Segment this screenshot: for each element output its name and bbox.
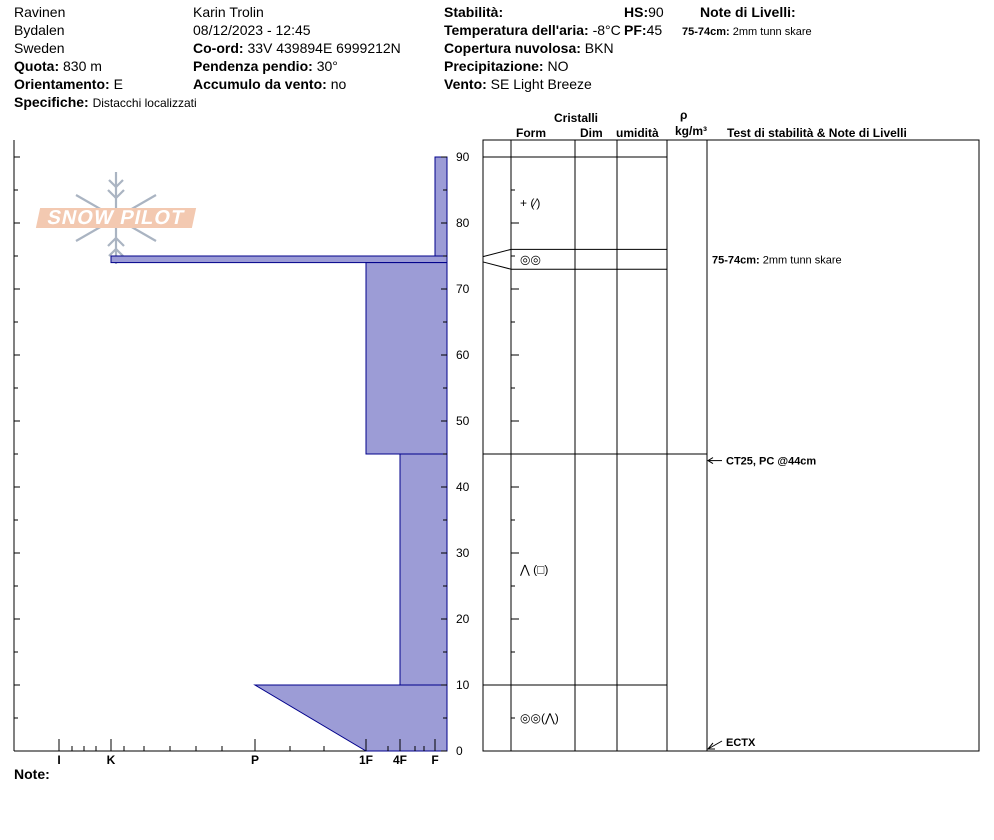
aspect-label: Orientamento: bbox=[14, 76, 110, 92]
layer-form-0: + (⁄) bbox=[520, 196, 541, 211]
air-temp-label: Temperatura dell'aria: bbox=[444, 22, 589, 38]
hardness-label-4F: 4F bbox=[392, 753, 408, 767]
air-temp-value: -8°C bbox=[592, 22, 621, 38]
depth-label-60: 60 bbox=[456, 348, 470, 362]
aspect-value: E bbox=[113, 76, 123, 92]
hardness-label-1F: 1F bbox=[358, 753, 374, 767]
layer-form-3: ⋀ (□) bbox=[520, 562, 549, 577]
wind-load-label: Accumulo da vento: bbox=[193, 76, 327, 92]
thin-layer-connector-top bbox=[483, 249, 511, 256]
depth-label-0: 0 bbox=[456, 744, 463, 758]
size-heading: Dim bbox=[580, 126, 603, 140]
depth-label-20: 20 bbox=[456, 612, 470, 626]
density-heading: kg/m³ bbox=[675, 124, 708, 138]
layer-note-description: 2mm tunn skare bbox=[762, 254, 842, 267]
observer: Karin Trolin bbox=[193, 4, 264, 20]
tests-notes-heading: Test di stabilità & Note di Livelli bbox=[727, 126, 907, 140]
cloud-value: BKN bbox=[584, 40, 614, 56]
wind-value: SE Light Breeze bbox=[490, 76, 592, 92]
hardness-bar-1 bbox=[111, 256, 447, 263]
stability-label: Stabilità: bbox=[444, 4, 504, 20]
cloud-label: Copertura nuvolosa: bbox=[444, 40, 581, 56]
pf-value: 45 bbox=[646, 22, 663, 38]
elevation-value: 830 m bbox=[63, 58, 102, 74]
depth-label-10: 10 bbox=[456, 678, 470, 692]
slope-value: 30° bbox=[316, 58, 338, 74]
slope-label: Pendenza pendio: bbox=[193, 58, 313, 74]
hardness-label-K: K bbox=[106, 753, 116, 767]
specifics-value: Distacchi localizzati bbox=[92, 96, 197, 110]
coord-label: Co-ord: bbox=[193, 40, 244, 56]
hardness-bar-2 bbox=[366, 263, 447, 454]
layer-note-depth: 75-74cm: bbox=[682, 26, 730, 38]
precip-value: NO bbox=[547, 58, 569, 74]
hardness-bar-3 bbox=[400, 454, 447, 685]
thin-layer-connector-bottom bbox=[483, 262, 511, 269]
specifics-label: Specifiche: bbox=[14, 94, 89, 110]
hardness-label-F: F bbox=[431, 753, 439, 767]
layer-note-depth-label: 75-74cm: bbox=[712, 254, 763, 267]
layer-form-1: ◎◎ bbox=[520, 252, 541, 267]
wind-label: Vento: bbox=[444, 76, 487, 92]
depth-label-70: 70 bbox=[456, 282, 470, 296]
precip-label: Precipitazione: bbox=[444, 58, 544, 74]
hardness-bar-0 bbox=[435, 157, 447, 256]
hardness-label-P: P bbox=[250, 753, 260, 767]
wind-load-value: no bbox=[330, 76, 347, 92]
coord-value: 33V 439894E 6999212N bbox=[247, 40, 401, 56]
hs-label: HS: bbox=[624, 4, 649, 20]
stability-test-1: ECTX bbox=[726, 737, 756, 749]
hardness-bar-4 bbox=[255, 685, 447, 751]
moisture-heading: umidità bbox=[616, 126, 659, 140]
layer-table bbox=[483, 140, 979, 751]
hs-value: 90 bbox=[648, 4, 664, 20]
stability-test-arrow-1 bbox=[708, 741, 722, 749]
pf-label: PF: bbox=[624, 22, 647, 38]
layer-note bbox=[712, 254, 842, 266]
country: Sweden bbox=[14, 40, 65, 56]
layer-form-4: ◎◎(⋀) bbox=[520, 711, 559, 725]
datetime: 08/12/2023 - 12:45 bbox=[193, 22, 311, 38]
snowpilot-wordmark: SNOW PILOT bbox=[36, 208, 196, 228]
depth-label-50: 50 bbox=[456, 414, 470, 428]
region: Bydalen bbox=[14, 22, 65, 38]
form-heading: Form bbox=[516, 126, 546, 140]
location: Ravinen bbox=[14, 4, 66, 20]
depth-label-90: 90 bbox=[456, 150, 470, 164]
elevation-label: Quota: bbox=[14, 58, 60, 74]
depth-label-40: 40 bbox=[456, 480, 470, 494]
depth-label-80: 80 bbox=[456, 216, 470, 230]
crystals-heading: Cristalli bbox=[554, 111, 599, 125]
depth-label-30: 30 bbox=[456, 546, 470, 560]
layer-notes-label: Note di Livelli: bbox=[700, 4, 796, 20]
rho-heading: ρ bbox=[680, 108, 688, 122]
stability-test-0: CT25, PC @44cm bbox=[726, 455, 817, 468]
note-label: Note: bbox=[14, 766, 50, 782]
hardness-label-I: I bbox=[57, 753, 61, 767]
layer-note-text: 2mm tunn skare bbox=[732, 26, 812, 38]
